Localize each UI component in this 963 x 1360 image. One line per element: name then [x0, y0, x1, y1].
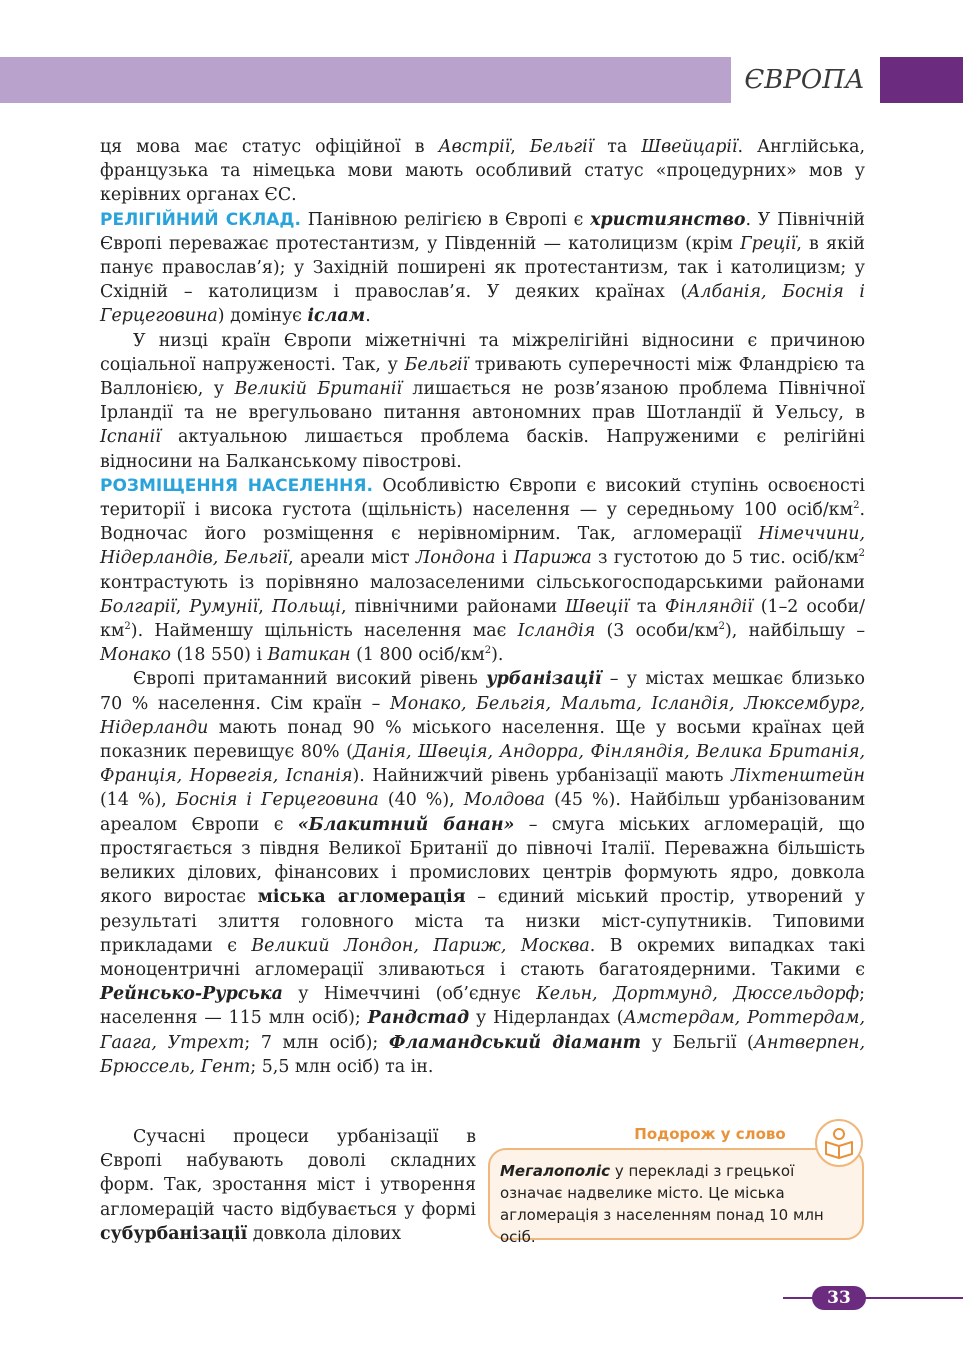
sidebar-box-label: Подорож у слово [634, 1125, 786, 1143]
book-reader-icon [815, 1119, 863, 1167]
paragraph-3: У низці країн Європи міжетнічні та міжрелігійні відносини є причиною соціальної напруженості. Так, у Бельгії тривають суперечності між Фландрією та Валлонією, у Великій Британії лишається не розв’язаною проблема Північної Ірландії та не врегульовано питання автономних прав Шотландії й Уельсу, в Іспанії актуальною лишається проблема басків. Напруженими є релігійні відносини на Балканському півострові. [100, 330, 866, 472]
paragraph-placement: РОЗМІЩЕННЯ НАСЕЛЕННЯ. Особливістю Європи є високий ступінь освоєності території і висока густота (щільність) населення — у середньому 100 осіб/$км^2$. Водночас його розміщення є нерівномірним. Так, агломерації Німеччини, Нідерландів, Бельгії, ареали міст Лондона і Парижа з густотою до 5 тис. осіб/$км^2$ контрастують із порівняно малозаселеними сільськогосподарськими районами Болгарії, Румунії, Польщі, північними районами Швеції та Фінляндії (1–2 особи/$км^2$). Найменшу щільність населення має Ісландія (3 особи/$км^2$), найбільшу – Монако (18 550) і Ватикан (1 800 осіб/$км^2$). [100, 475, 866, 666]
chapter-title: ЄВРОПА [744, 65, 865, 95]
paragraph-6: Сучасні процеси урбанізації в Європі набувають доволі складних форм. Так, зростання міст і утворення агломерацій часто відбувається у формі субурбанізації довкола ділових [100, 1127, 476, 1244]
main-text [100, 135, 865, 1079]
sidebar-box-term: Мегалополіс [500, 1162, 611, 1180]
section-heading-placement: РОЗМІЩЕННЯ НАСЕЛЕННЯ. [100, 475, 373, 496]
header-band [0, 57, 731, 103]
page-number: 33 [812, 1286, 866, 1310]
sidebar-box-text: у перекладі з грецької означає надвелике місто. Це міська агломерація з населенням понад 10 млн осіб. [500, 1162, 824, 1246]
paragraph-5: Європі притаманний високий рівень урбанізації – у містах мешкає близько 70 % населення. Сім країн – Монако, Бельгія, Мальта, Ісландія, Люксембург, Нідерланди мають понад 90 % міського населення. Ще у восьми країнах цей показник перевищує 80% (Данія, Швеція, Андорра, Фінляндія, Велика Британія, Франція, Норвегія, Іспанія). Найнижчий рівень урбанізації мають Ліхтенштейн (14 %), Боснія і Герцеговина (40 %), Молдова (45 %). Найбільш урбанізованим ареалом Європи є «Блакитний банан» – смуга міських агломерацій, що простягається з півдня Великої Британії до півночі Італії. Переважна більшість великих ділових, фінансових і промислових центрів формують ядро, довкола якого виростає міська агломерація – єдиний міський простір, утворений у результаті злиття головного міста та низки міст-супутників. Типовими прикладами є Великий Лондон, Париж, Москва. В окремих випадках такі моноцентричні агломерації зливаються і стають багатоядерними. Такими є Рейнсько-Рурська у Німеччині (об’єднує Кельн, Дортмунд, Дюссельдорф; населення — 115 млн осіб); Рандстад у Нідерландах (Амстердам, Роттердам, Гаага, Утрехт; 7 млн осіб); Фламандський діамант у Бельгії (Антверпен, Брюссель, Гент; 5,5 млн осіб) та ін. [100, 669, 866, 1077]
paragraph-religion: РЕЛІГІЙНИЙ СКЛАД. Панівною релігією в Європі є християнство. У Північній Європі переважає протестантизм, у Південній — католицизм (крім Греції, в якій панує православ’я); у Західній поширені як протестантизм, так і католицизм; у Східній – католицизм і православ’я. У деяких країнах (Албанія, Боснія і Герцеговина) домінує іслам. [100, 209, 865, 327]
section-heading-religion: РЕЛІГІЙНИЙ СКЛАД. [100, 209, 301, 230]
header-accent-block [880, 57, 963, 103]
paragraph-1: ця мова має статус офіційної в Австрії, Бельгії та Швейцарії. Англійська, французька та німецька мови мають особливий статус «процедурних» мов у керівних органах ЄС. [100, 137, 865, 206]
sidebar-box [488, 1148, 864, 1246]
page-number-line [783, 1297, 963, 1299]
